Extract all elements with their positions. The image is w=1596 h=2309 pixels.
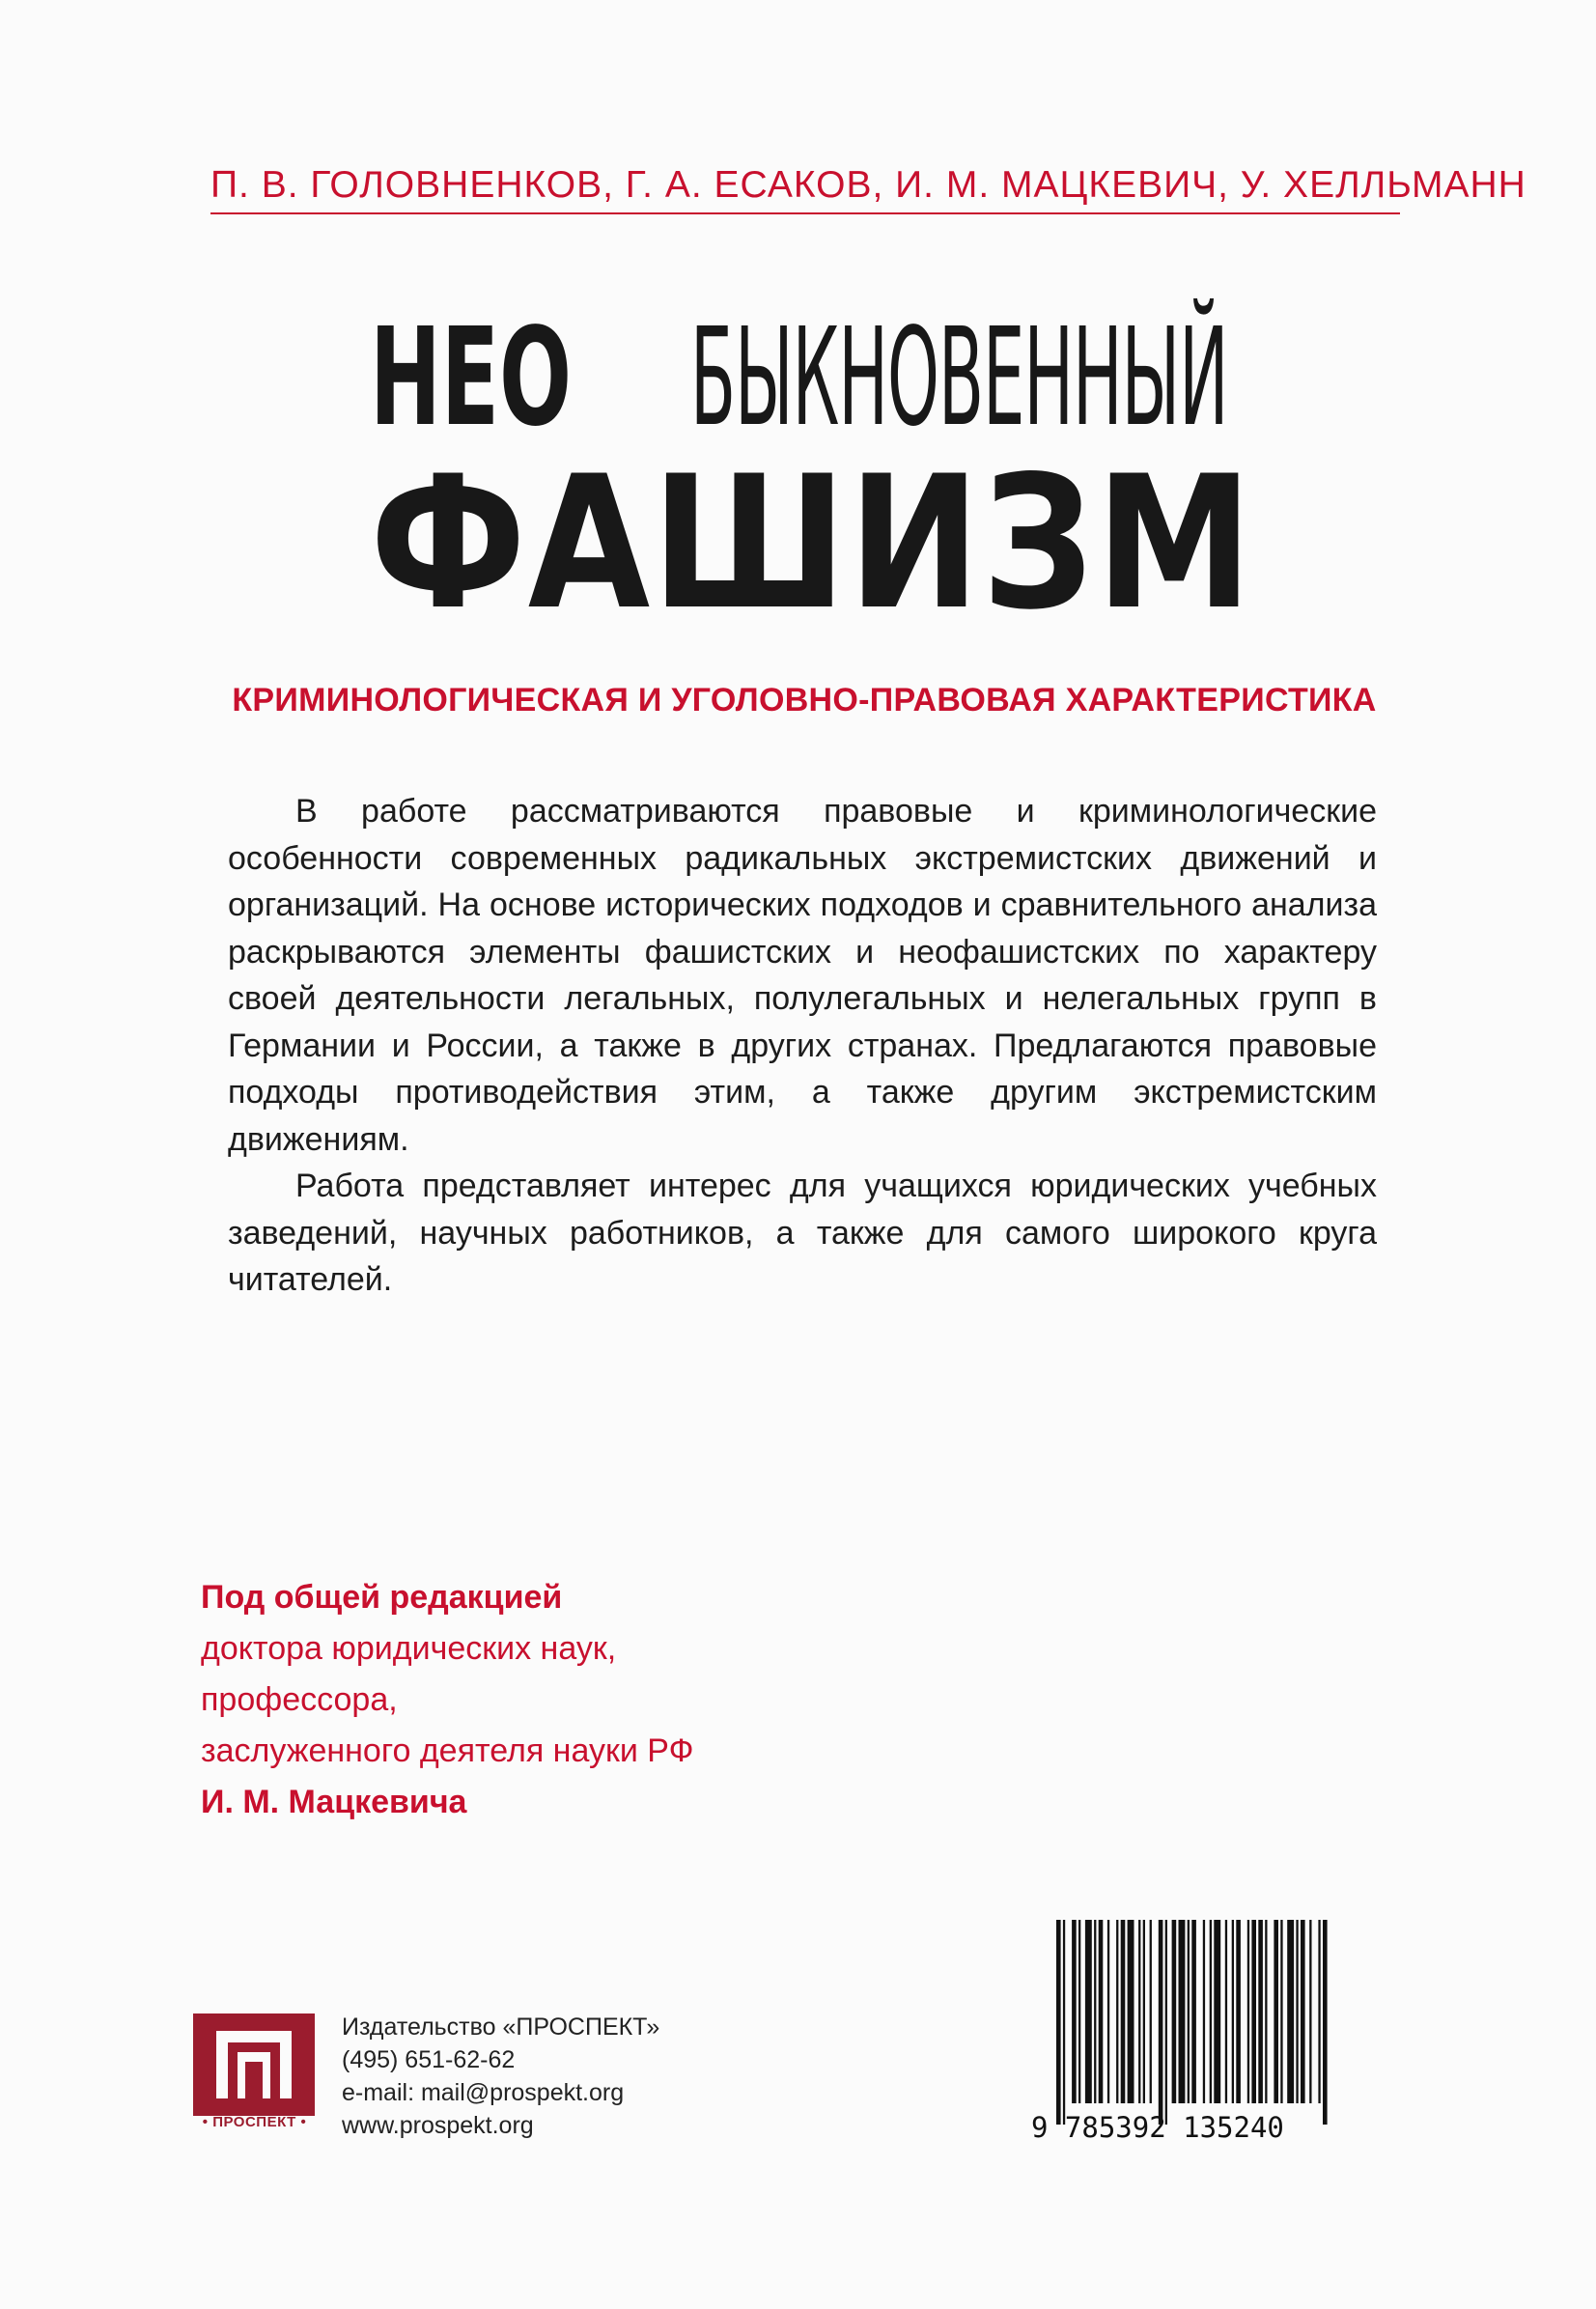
barcode-bar	[1191, 1920, 1196, 2103]
editor-title: профессора,	[201, 1681, 398, 1718]
barcode-bar	[1247, 1920, 1249, 2103]
editor-degree: доктора юридических наук,	[201, 1630, 617, 1667]
editor-block	[201, 1572, 973, 1828]
barcode-bar	[1225, 1920, 1227, 2103]
book-title-line-2	[370, 436, 1277, 650]
isbn-number: 9 785392 135240	[1031, 2111, 1284, 2144]
publisher-phone: (495) 651-62-62	[342, 2046, 516, 2073]
barcode-bar	[1150, 1920, 1152, 2103]
barcode-bar	[1078, 1920, 1080, 2103]
description-paragraph-2: Работа представляет интерес для учащихся юридических учебных заведений, научных работников, а также для самого широкого круга читателей.	[228, 1168, 1377, 1298]
barcode-bar	[1138, 1920, 1140, 2103]
barcode-bar	[1165, 1920, 1167, 2125]
barcode-bar	[1236, 1920, 1241, 2103]
barcode-bar	[1179, 1920, 1186, 2103]
barcode-bar	[1287, 1920, 1294, 2103]
barcode-bar	[1318, 1920, 1320, 2103]
barcode-bar	[1309, 1920, 1311, 2103]
barcode-bar	[1121, 1920, 1126, 2103]
barcode-bar	[1188, 1920, 1190, 2103]
publisher-email: e-mail: mail@prospekt.org	[342, 2079, 625, 2106]
logo-label: • ПРОСПЕКТ •	[202, 2114, 307, 2130]
barcode-bar	[1085, 1920, 1092, 2103]
barcode-bar	[1128, 1920, 1134, 2103]
barcode-bar	[1232, 1920, 1234, 2103]
barcode-bar	[1265, 1920, 1267, 2103]
barcode-bar	[1323, 1920, 1328, 2125]
barcode-bar	[1063, 1920, 1065, 2125]
barcode-bar	[1056, 1920, 1061, 2125]
title-rest: БЫКНОВЕННЫЙ	[689, 299, 1228, 457]
description	[228, 788, 1377, 1304]
barcode-bar	[1258, 1920, 1263, 2103]
barcode-bar	[1159, 1920, 1163, 2125]
barcode-bar	[1210, 1920, 1212, 2103]
description-paragraph-1: В работе рассматриваются правовые и криминологические особенности современных радикальных экстремистских движений и организаций. На основе исторических подходов и сравнительного анализа раскрываются элементы фашистских и неофашистских по характеру своей деятельности легальных, полулегальных и нелегальных групп в Германии и России, а также в других странах. Предлагаются правовые подходы противодействия этим, а также другим экстремистским движениям.	[228, 793, 1377, 1158]
title-line-2-text: ФАШИЗМ	[370, 436, 1255, 650]
barcode-bar	[1143, 1920, 1145, 2103]
publisher-contacts	[342, 2011, 659, 2142]
title-prefix: НЕО	[370, 299, 573, 457]
barcode-bar	[1274, 1920, 1278, 2103]
barcode-bar	[1116, 1920, 1118, 2103]
editor-heading: Под общей редакцией	[201, 1579, 563, 1616]
book-title-line-1	[370, 299, 1277, 457]
publisher-name: Издательство «ПРОСПЕКТ»	[342, 2013, 660, 2041]
barcode-bar	[1280, 1920, 1282, 2103]
barcode-bar	[1301, 1920, 1305, 2103]
barcode-bar	[1214, 1920, 1220, 2103]
barcode-bar	[1072, 1920, 1077, 2103]
barcode-bar	[1203, 1920, 1205, 2103]
editor-name: И. М. Мацкевича	[201, 1784, 467, 1820]
publisher-website: www.prospekt.org	[342, 2112, 534, 2139]
editor-honor: заслуженного деятеля науки РФ	[201, 1732, 694, 1769]
barcode-bar	[1094, 1920, 1096, 2103]
barcode-bar	[1107, 1920, 1109, 2103]
barcode-bar	[1296, 1920, 1298, 2103]
barcode-bar	[1172, 1920, 1177, 2103]
authors-line: П. В. ГОЛОВНЕНКОВ, Г. А. ЕСАКОВ, И. М. МАЦКЕВИЧ, У. ХЕЛЛЬМАНН	[210, 164, 1400, 214]
barcode-bar	[1099, 1920, 1104, 2103]
barcode-bar	[1251, 1920, 1256, 2103]
book-subtitle: КРИМИНОЛОГИЧЕСКАЯ И УГОЛОВНО-ПРАВОВАЯ ХАРАКТЕРИСТИКА	[232, 682, 1377, 718]
